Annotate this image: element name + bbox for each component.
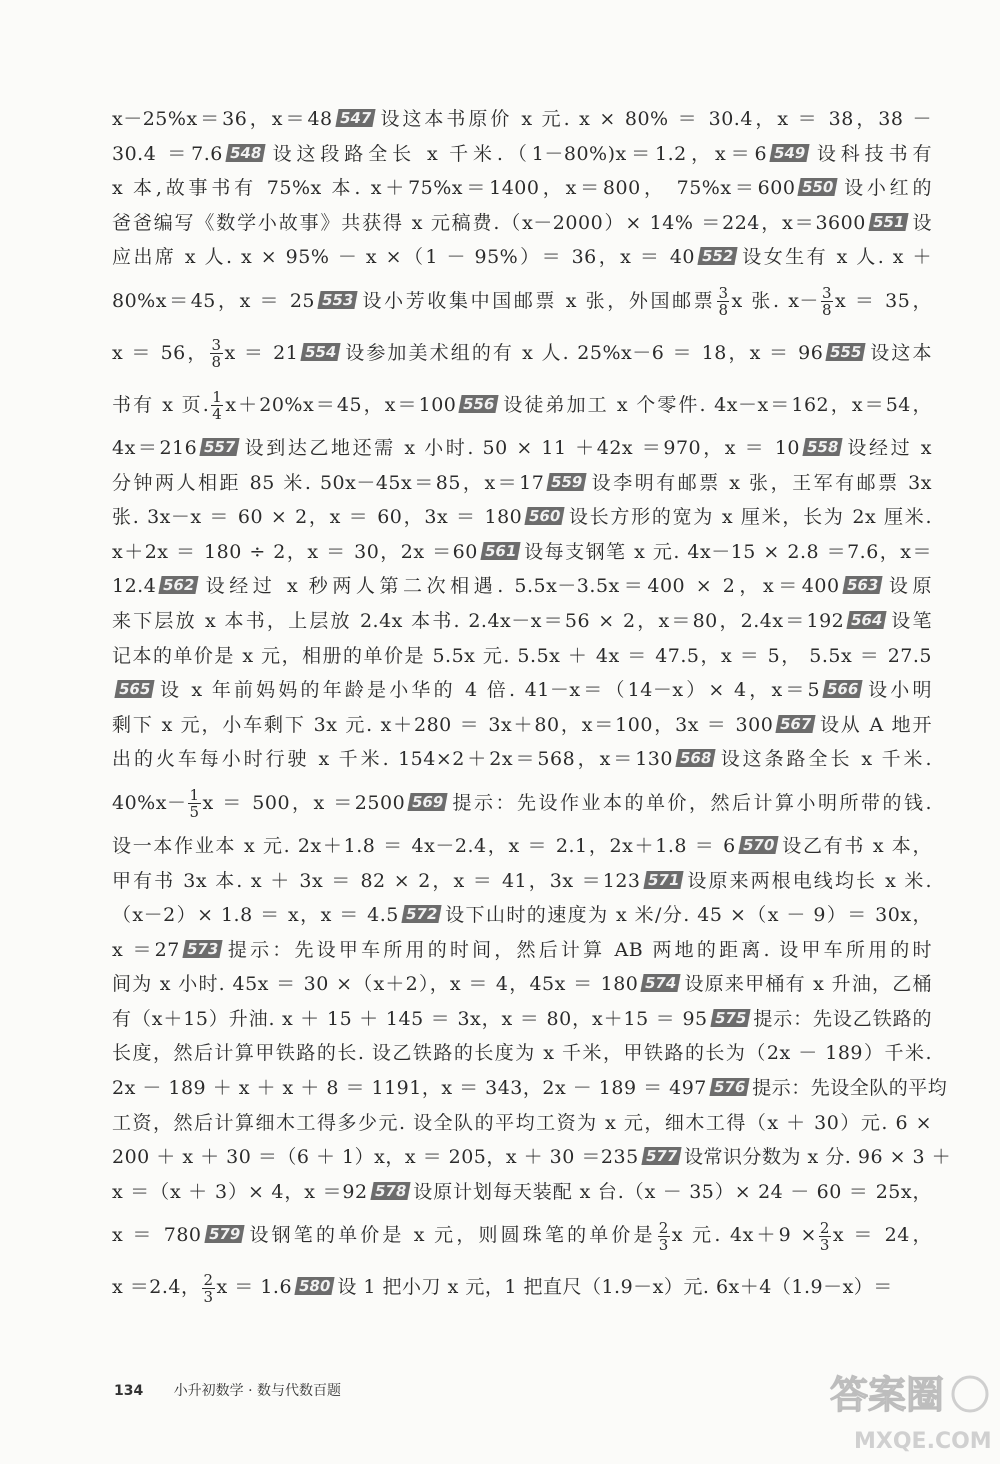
text-line [112, 777, 932, 829]
text-line [112, 742, 932, 777]
problem-number-badge: 575 [710, 1009, 750, 1027]
problem-number-badge: 554 [301, 343, 341, 361]
text-run: 应出席 x 人. x × 95% － x ×（1 － 95%）＝ 36，x ＝ 40 [112, 246, 695, 269]
text-run: x ＝ 1.6 [216, 1276, 293, 1299]
text-line [112, 1071, 948, 1106]
text-run: 设常识分数为 x 分. 96 × 3 ＋ [683, 1146, 952, 1169]
text-run: 30.4 ＝7.6 [112, 142, 223, 165]
fraction-denominator: 8 [718, 301, 729, 320]
text-run: 甲有书 3x 本. x ＋ 3x ＝ 82 × 2，x ＝ 41，3x ＝123 [112, 869, 641, 892]
problem-number-badge: 574 [641, 974, 681, 992]
problem-number-badge: 571 [643, 871, 683, 889]
text-run: 设小红的 [840, 177, 932, 200]
text-run: 设 [911, 211, 932, 234]
text-run: 长度，然后计算甲铁路的长. 设乙铁路的长度为 x 千米，甲铁路的长为（2x － 189）千米. [112, 1042, 932, 1065]
fraction-denominator: 4 [212, 405, 223, 424]
problem-number-badge: 555 [826, 343, 866, 361]
problem-number-badge: 563 [842, 576, 882, 594]
problem-number-badge: 580 [294, 1277, 334, 1295]
problem-number-badge: 577 [641, 1147, 681, 1165]
text-line [112, 431, 932, 466]
text-line [112, 535, 932, 570]
text-line [112, 639, 932, 674]
text-run: 4x＝216 [112, 436, 198, 459]
text-line [112, 1209, 932, 1261]
text-run: 剩下 x 元，小车剩下 3x 元. x＋280 ＝ 3x＋80，x＝100，3x ＝ 300 [112, 713, 774, 736]
problem-number-badge: 548 [225, 144, 265, 162]
problem-number-badge: 576 [709, 1078, 749, 1096]
fraction [821, 285, 833, 318]
problem-number-badge: 573 [182, 940, 222, 958]
fraction-numerator: 2 [819, 1218, 830, 1237]
text-run: 记本的单价是 x 元，相册的单价是 5.5x 元. 5.5x ＋ 4x ＝ 47.5，x ＝ 5， 5.5x ＝ 27.5 [112, 644, 932, 667]
text-line [112, 1106, 932, 1141]
problem-number-badge: 579 [204, 1225, 244, 1243]
text-run: 设原来甲桶有 x 升油，乙桶 [683, 973, 933, 996]
text-run: （x－2）× 1.8 ＝ x，x ＝ 4.5 [112, 904, 399, 927]
text-run: 设下山时的速度为 x 米/分. 45 ×（x － 9）＝ 30x， [444, 904, 932, 927]
text-run: 设从 A 地开 [818, 713, 932, 736]
text-run: 设李明有邮票 x 张，王军有邮票 3x [589, 471, 932, 494]
text-run: 设每支钢笔 x 元. 4x－15 × 2.8 ＝7.6，x＝ [523, 540, 932, 563]
text-run: 提示：先设甲车所用的时间，然后计算 AB 两地的距离. 设甲车所用的时 [225, 938, 932, 961]
text-line [112, 206, 932, 241]
problem-number-badge: 560 [525, 507, 565, 525]
text-run: 书有 x 页. [112, 393, 210, 416]
fraction [211, 389, 223, 422]
problem-number-badge: 558 [802, 438, 842, 456]
problem-number-badge: 572 [401, 905, 441, 923]
text-run: x＋2x ＝ 180 ÷ 2，x ＝ 30，2x ＝60 [112, 540, 478, 563]
problem-number-badge: 547 [335, 109, 375, 127]
problem-number-badge: 552 [697, 247, 737, 265]
fraction-numerator: 2 [658, 1218, 669, 1237]
text-run: 提示：先设作业本的单价，然后计算小明所带的钱. [450, 791, 933, 814]
problem-number-badge: 549 [770, 144, 810, 162]
text-line [112, 1140, 952, 1175]
fraction [819, 1220, 831, 1253]
fraction-denominator: 8 [821, 301, 832, 320]
text-run: 来下层放 x 本书，上层放 2.4x 本书. 2.4x－x＝56 × 2，x＝80，2.4x＝192 [112, 609, 845, 632]
fraction [202, 1272, 214, 1305]
text-line [112, 379, 932, 431]
text-run: 设这段路全长 x 千米.（1－80%)x＝1.2，x＝6 [268, 142, 768, 165]
text-run: x ＝（x ＋ 3）× 4，x ＝92 [112, 1180, 368, 1203]
text-run: x 张. x－ [731, 289, 819, 312]
text-run: x ＝ 24， [832, 1224, 933, 1247]
problem-number-badge: 566 [823, 680, 863, 698]
text-line [112, 466, 932, 501]
text-run: 设 1 把小刀 x 元，1 把直尺（1.9－x）元. 6x＋4（1.9－x）＝ [337, 1276, 893, 1299]
problem-number-badge: 570 [738, 836, 778, 854]
fraction-numerator: 1 [189, 786, 200, 805]
text-run: 提示：先设全队的平均 [752, 1077, 948, 1100]
text-run: x ＝ 21 [224, 341, 299, 364]
book-title: 小升初数学 · 数与代数百题 [173, 1383, 342, 1399]
text-line [112, 967, 932, 1002]
answer-text-block [112, 102, 952, 1313]
text-run: x 本,故事书有 75%x 本. x＋75%x＝1400，x＝800， 75%x＝600 [112, 177, 796, 200]
text-run: 设长方形的宽为 x 厘米，长为 2x 厘米. [567, 506, 933, 529]
problem-number-badge: 569 [408, 793, 448, 811]
text-line [112, 1175, 932, 1210]
text-run: 12.4 [112, 575, 157, 598]
text-line [112, 240, 932, 275]
text-run: 设这本 [868, 341, 932, 364]
text-run: 间为 x 小时. 45x ＝ 30 ×（x＋2），x ＝ 4，45x ＝ 180 [112, 973, 639, 996]
watermark-logo [824, 1364, 992, 1456]
text-run: 设科技书有 [812, 142, 932, 165]
fraction-numerator: 3 [211, 336, 222, 355]
watermark-url: MXQE.COM [854, 1429, 992, 1454]
problem-number-badge: 561 [480, 542, 520, 560]
text-line [112, 275, 932, 327]
fraction [188, 787, 200, 820]
fraction-denominator: 3 [203, 1287, 214, 1306]
text-line [112, 1002, 932, 1037]
text-run: 设这本书原价 x 元. x × 80% ＝ 30.4，x ＝ 38，38 － [377, 108, 933, 130]
fraction-numerator: 3 [718, 284, 729, 303]
text-run: x ＝ 500，x ＝2500 [202, 791, 406, 814]
text-run: 设原 [884, 575, 932, 598]
text-line [112, 500, 932, 535]
text-run: 设参加美术组的有 x 人. 25%x－6 ＝ 18，x ＝ 96 [343, 341, 824, 364]
text-run: 有（x＋15）升油. x ＋ 15 ＋ 145 ＝ 3x，x ＝ 80，x＋15 ＝ 95 [112, 1007, 708, 1030]
fraction [210, 337, 222, 370]
text-run: x ＝ 56， [112, 341, 209, 364]
problem-number-badge: 568 [675, 749, 715, 767]
text-run: x ＝2.4， [112, 1276, 201, 1299]
text-line [112, 171, 932, 206]
text-line [112, 137, 932, 172]
text-run: 工资，然后计算细木工得多少元. 设全队的平均工资为 x 元，细木工得（x ＋ 30）元. 6 × [112, 1111, 932, 1134]
fraction-denominator: 8 [211, 353, 222, 372]
text-run: 分钟两人相距 85 米. 50x－45x＝85，x＝17 [112, 471, 545, 494]
problem-number-badge: 567 [776, 715, 816, 733]
fraction-denominator: 3 [819, 1235, 830, 1254]
problem-number-badge: 556 [459, 395, 499, 413]
text-run: x＋20%x＝45，x＝100 [225, 393, 457, 416]
text-line [112, 898, 932, 933]
problem-number-badge: 551 [868, 213, 908, 231]
text-line [112, 102, 932, 137]
text-run: x 元. 4x＋9 × [671, 1224, 817, 1247]
text-run: x ＝ 780 [112, 1224, 202, 1247]
text-run: 设经过 x [845, 436, 933, 459]
fraction [658, 1220, 670, 1253]
text-run: x－25%x＝36，x＝48 [112, 108, 333, 130]
text-run: 设小芳收集中国邮票 x 张，外国邮票 [360, 289, 716, 312]
text-run: 2x － 189 ＋ x ＋ x ＋ 8 ＝ 1191，x ＝ 343，2x － 189 ＝ 497 [112, 1077, 707, 1100]
problem-number-badge: 565 [114, 680, 154, 698]
fraction [717, 285, 729, 318]
problem-number-badge: 557 [200, 438, 240, 456]
text-line [112, 864, 932, 899]
text-run: 设到达乙地还需 x 小时. 50 × 11 ＋42x ＝970，x ＝ 10 [242, 436, 801, 459]
text-run: 40%x－ [112, 791, 187, 814]
text-run: 设钢笔的单价是 x 元，则圆珠笔的单价是 [246, 1224, 656, 1247]
text-run: 设一本作业本 x 元. 2x＋1.8 ＝ 4x－2.4，x ＝ 2.1，2x＋1.8 ＝ 6 [112, 834, 736, 857]
text-run: 设徒弟加工 x 个零件. 4x－x＝162，x＝54， [501, 393, 932, 416]
problem-number-badge: 578 [370, 1182, 410, 1200]
text-run: 张. 3x－x ＝ 60 × 2，x ＝ 60，3x ＝ 180 [112, 506, 523, 529]
text-run: 设这条路全长 x 千米. [718, 748, 932, 771]
text-run: x ＝ 35， [834, 289, 932, 312]
problem-number-badge: 550 [798, 178, 838, 196]
text-line [112, 569, 932, 604]
fraction-numerator: 1 [212, 388, 223, 407]
text-run: 设小明 [865, 679, 932, 702]
fraction-denominator: 3 [658, 1235, 669, 1254]
text-run: 提示：先设乙铁路的 [752, 1007, 932, 1030]
text-run: 设经过 x 秒两人第二次相遇. 5.5x－3.5x＝400 × 2，x＝400 [201, 575, 840, 598]
watermark-logo-icon [824, 1364, 992, 1456]
text-run: 80%x＝45，x ＝ 25 [112, 289, 315, 312]
problem-number-badge: 559 [547, 473, 587, 491]
text-run: 出的火车每小时行驶 x 千米. 154×2＋2x＝568，x＝130 [112, 748, 673, 771]
text-run: 200 ＋ x ＋ 30 ＝（6 ＋ 1）x，x ＝ 205，x ＋ 30 ＝235 [112, 1146, 639, 1169]
text-line [112, 604, 932, 639]
text-line [112, 708, 932, 743]
watermark-logo-text: 答案圈 [830, 1373, 945, 1417]
text-line [112, 1261, 932, 1313]
fraction-numerator: 3 [821, 284, 832, 303]
problem-number-badge: 564 [847, 611, 887, 629]
text-line [112, 829, 932, 864]
fraction-numerator: 2 [203, 1270, 214, 1289]
text-line [112, 327, 932, 379]
text-run: 设乙有书 x 本， [781, 834, 933, 857]
problem-number-badge: 553 [317, 291, 357, 309]
text-run: 爸爸编写《数学小故事》共获得 x 元稿费.（x－2000）× 14% ＝224，x＝3600 [112, 211, 866, 234]
text-run: 设原计划每天装配 x 台.（x － 35）× 24 － 60 ＝ 25x， [412, 1180, 932, 1203]
fraction-denominator: 5 [189, 803, 200, 822]
text-line [112, 933, 932, 968]
text-run: 设原来两根电线均长 x 米. [685, 869, 932, 892]
problem-number-badge: 562 [159, 576, 199, 594]
page-number: 134 [114, 1383, 144, 1399]
text-run: 设 x 年前妈妈的年龄是小华的 4 倍. 41－x＝（14－x）× 4，x＝5 [157, 679, 821, 702]
text-run: 设笔 [889, 609, 932, 632]
text-run: 设女生有 x 人. x ＋ [740, 246, 932, 269]
text-line [112, 1036, 932, 1071]
text-run: x ＝27 [112, 938, 180, 961]
page-footer [114, 1380, 341, 1400]
text-line [112, 673, 932, 708]
